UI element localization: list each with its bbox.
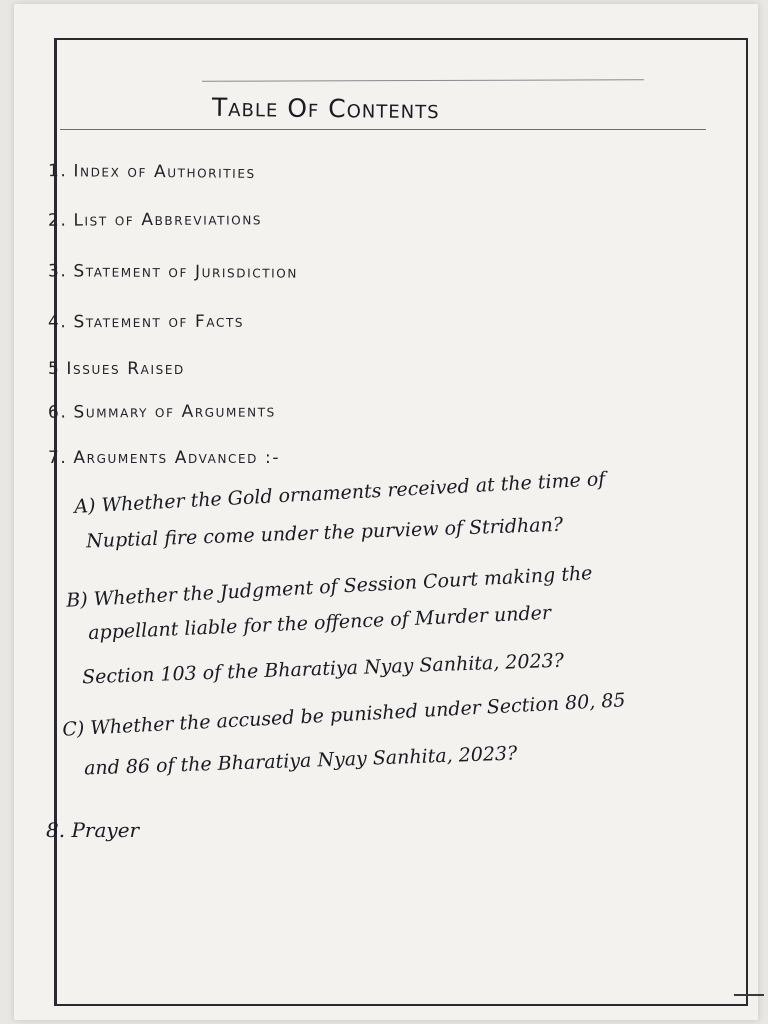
toc-item-issues-raised	[48, 359, 185, 379]
toc-item-label: Prayer	[71, 818, 140, 842]
issue-b-line-3: Section 103 of the Bharatiya Nyay Sanhita, 2023?	[81, 649, 565, 689]
toc-item-statement-of-facts	[48, 312, 244, 333]
toc-item-number: 8.	[46, 818, 66, 842]
toc-item-statement-of-jurisdiction	[48, 261, 298, 282]
toc-item-label: Arguments Advanced :-	[73, 448, 281, 468]
issue-a-line-1: A) Whether the Gold ornaments received at the time of	[73, 468, 606, 518]
issue-b-line-1: B) Whether the Judgment of Session Court making the	[65, 562, 593, 612]
toc-item-number: 1.	[47, 161, 68, 182]
page-title: Table Of Contents	[211, 92, 440, 125]
toc-item-label: Summary of Arguments	[73, 401, 276, 423]
toc-item-number: 7.	[48, 448, 68, 468]
issue-c-line-2: and 86 of the Bharatiya Nyay Sanhita, 2023?	[83, 742, 518, 780]
toc-item-label: Statement of Jurisdiction	[73, 261, 299, 283]
toc-item-number: 3.	[47, 261, 68, 282]
toc-item-index-of-authorities	[48, 161, 256, 183]
issue-b-line-2: appellant liable for the offence of Murder under	[87, 601, 552, 645]
toc-item-list-of-abbreviations	[48, 209, 262, 230]
toc-item-number: 6.	[47, 402, 68, 423]
toc-item-label: List of Abbreviations	[73, 209, 263, 231]
toc-item-number: 4.	[47, 312, 68, 333]
toc-item-number: 2.	[47, 210, 68, 231]
page-corner-mark	[734, 994, 764, 996]
toc-item-summary-of-arguments	[48, 401, 276, 422]
toc-item-arguments-advanced	[48, 448, 280, 468]
issue-c-line-1: C) Whether the accused be punished under Section 80, 85	[61, 689, 626, 741]
toc-item-label: Index of Authorities	[73, 161, 256, 183]
paper-sheet	[14, 4, 758, 1020]
toc-item-label: Statement of Facts	[73, 311, 245, 333]
toc-item-number: 5	[48, 359, 61, 379]
toc-item-label: Issues Raised	[66, 359, 185, 379]
toc-item-prayer	[46, 818, 139, 842]
title-bottom-rule	[60, 129, 706, 130]
issue-a-line-2: Nuptial fire come under the purview of Stridhan?	[85, 513, 564, 553]
